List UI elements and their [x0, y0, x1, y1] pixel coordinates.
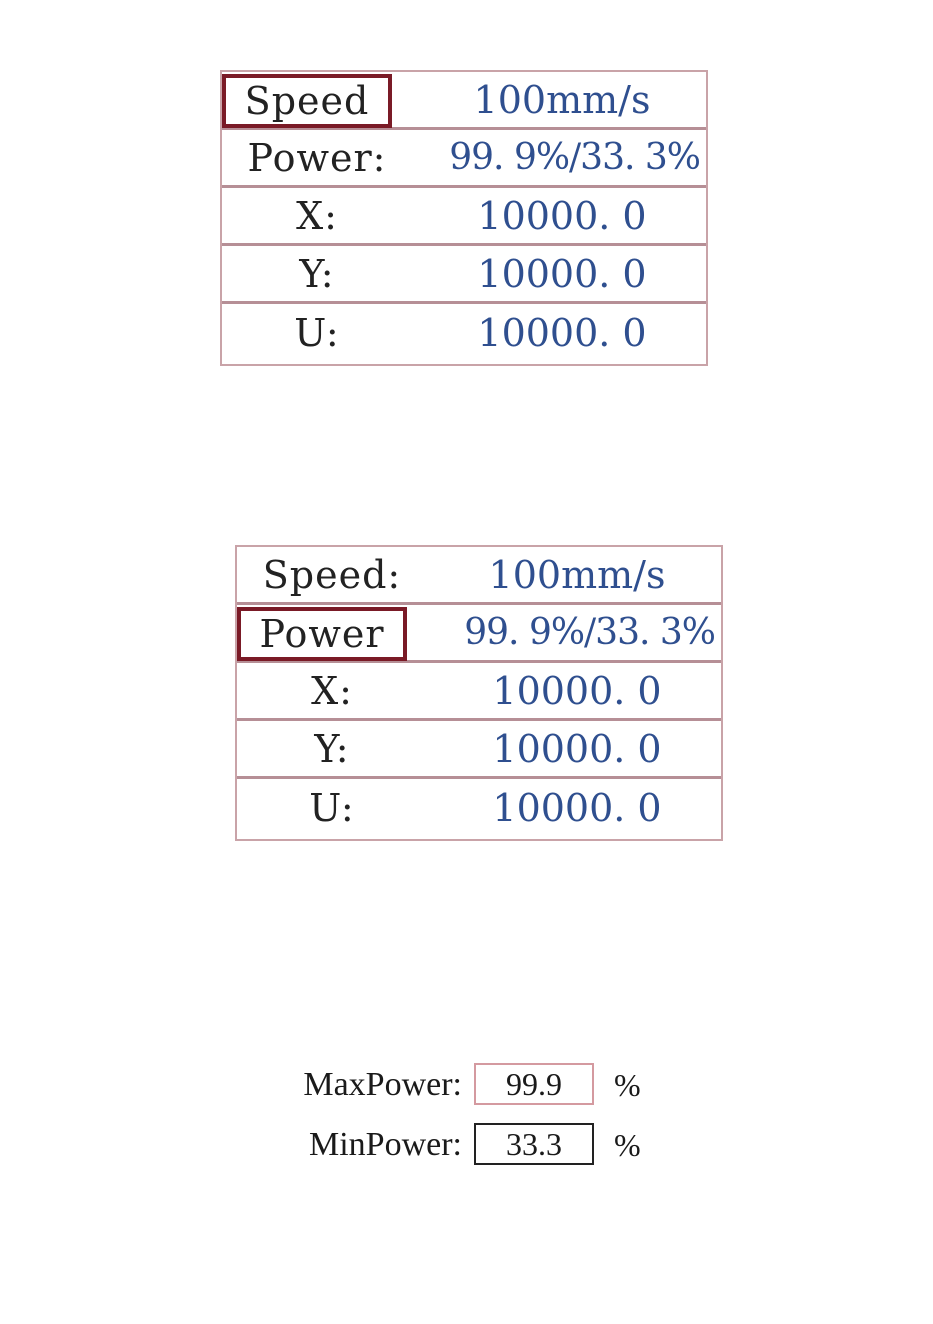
speed-value: 100mm/s	[473, 77, 651, 122]
power-value: 99. 9%/33. 3%	[464, 612, 715, 653]
min-power-label: MinPower:	[309, 1126, 462, 1163]
power-value: 99. 9%/33. 3%	[449, 137, 700, 178]
max-power-unit: %	[614, 1066, 641, 1103]
x-label: X:	[296, 193, 338, 238]
power-label[interactable]: Power	[237, 607, 407, 661]
x-label: X:	[311, 668, 353, 713]
x-row[interactable]	[222, 188, 706, 246]
status-panel-power-selected	[235, 545, 723, 841]
y-label: Y:	[299, 251, 335, 296]
y-value: 10000. 0	[477, 251, 647, 296]
min-power-input[interactable]: 33.3	[474, 1123, 594, 1165]
u-row[interactable]	[237, 779, 721, 837]
power-settings-dialog	[266, 1042, 662, 1174]
power-row[interactable]	[237, 605, 721, 663]
u-value: 10000. 0	[492, 786, 662, 830]
y-row[interactable]	[237, 721, 721, 779]
y-row[interactable]	[222, 246, 706, 304]
u-row[interactable]	[222, 304, 706, 362]
speed-row[interactable]	[222, 72, 706, 130]
x-row[interactable]	[237, 663, 721, 721]
max-power-label: MaxPower:	[303, 1066, 462, 1103]
y-value: 10000. 0	[492, 726, 662, 771]
y-label: Y:	[314, 726, 350, 771]
max-power-input[interactable]: 99.9	[474, 1063, 594, 1105]
min-power-row	[266, 1122, 662, 1168]
x-value: 10000. 0	[492, 668, 662, 713]
x-value: 10000. 0	[477, 193, 647, 238]
power-row[interactable]	[222, 130, 706, 188]
min-power-unit: %	[614, 1126, 641, 1163]
u-label: U:	[294, 311, 340, 355]
u-value: 10000. 0	[477, 311, 647, 355]
speed-row[interactable]	[237, 547, 721, 605]
max-power-row	[266, 1062, 662, 1108]
status-panel-speed-selected	[220, 70, 708, 366]
speed-label: Speed:	[262, 552, 402, 597]
power-label: Power:	[247, 135, 387, 180]
speed-value: 100mm/s	[488, 552, 666, 597]
u-label: U:	[309, 786, 355, 830]
speed-label[interactable]: Speed	[222, 74, 392, 128]
